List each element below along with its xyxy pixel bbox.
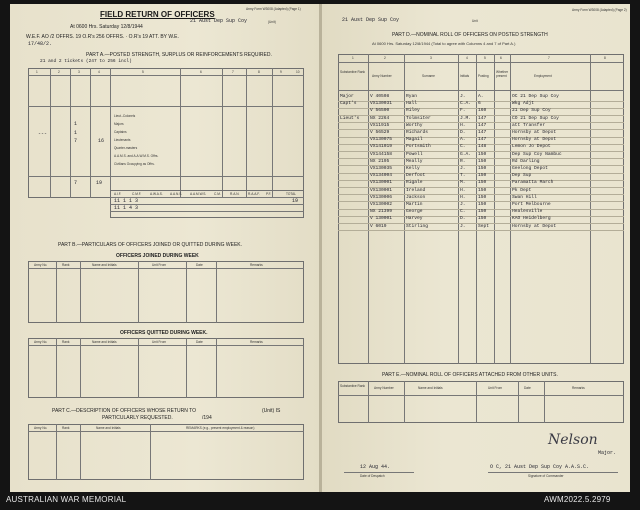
wef-sub: 17/48/2. (28, 41, 53, 47)
commander-line: O C, 21 Aust Dep Sup Coy A.A.S.C. (490, 464, 590, 470)
form-title: FIELD RETURN OF OFFICERS (100, 10, 215, 19)
row-surname: Ryan (406, 94, 418, 99)
row-surname: Martin (406, 202, 423, 207)
row-army-number: V 56529 (370, 130, 390, 135)
part-c-heading-2: PARTICULARLY REQUESTED. (102, 415, 173, 421)
row-army-number: VX130001 (370, 187, 393, 193)
joined-col-name: Name and Initials (92, 263, 117, 267)
joined-table (28, 261, 304, 323)
row-initials: J. (460, 94, 466, 99)
part-a-heading: PART A.—POSTED STRENGTH, SURPLUS OR REINFORCEMENTS REQUIRED. (86, 52, 272, 58)
row-army-number: NX 2195 (370, 158, 390, 164)
e-col-name: Name and Initials (418, 386, 443, 390)
despatch-label: Date of Despatch (360, 474, 385, 478)
col-5: 5 (142, 70, 144, 74)
row-surname: Tolmsiter (406, 115, 431, 121)
part-c-heading: PART C.—DESCRIPTION OF OFFICERS WHOSE RETURN TO (52, 408, 196, 414)
part-a-major: 1 (74, 121, 78, 127)
col-7: 7 (232, 70, 234, 74)
row-army-number: V 130001 (370, 216, 393, 222)
row-employment: CO 21 Dep Sup Coy (512, 115, 559, 121)
col-10: 10 (296, 70, 300, 74)
cat-cmf: C.M.F. (132, 192, 142, 196)
cat-pf: P.F. (266, 192, 272, 196)
part-a-total-b: 19 (96, 180, 103, 186)
part-c-unit: (Unit) IS (262, 408, 281, 414)
row-initials: J. (460, 166, 466, 171)
col-9: 9 (280, 70, 282, 74)
row-surname: Riley (406, 108, 420, 114)
c-col-army-no: Army No. (34, 426, 48, 430)
joined-col-unit: Unit From (152, 263, 166, 267)
row-initials: H. (460, 187, 466, 193)
d-head-posting: Posting (478, 74, 489, 78)
c-col-remarks: REMARKS (e.g., present employment & reason) (186, 426, 255, 430)
row-army-number: V 6019 (370, 223, 387, 229)
part-b-heading: PART B.—PARTICULARS OF OFFICERS JOINED OR QUITTED DURING WEEK. (58, 242, 243, 248)
col-1: 1 (36, 70, 38, 74)
row-rank: Major (340, 94, 354, 99)
row-army-number: VX130031 (370, 101, 393, 107)
row-employment: att Transfer (512, 122, 546, 128)
d-col-4: 4 (466, 56, 468, 60)
row-initials: J. (460, 202, 466, 207)
row-posting: 150 (478, 151, 487, 157)
d-head-surname: Surname (422, 74, 435, 78)
joined-col-rank: Rank (62, 263, 70, 267)
row-army-number: VX134004 (370, 173, 393, 179)
row-rank: Lieut's (340, 115, 360, 121)
cat-row-1: 11 1 1 3 (114, 198, 139, 204)
rank-qm: Quarter-masters (114, 146, 138, 150)
row-army-number: VX130002 (370, 202, 393, 207)
quitted-col-unit: Unit From (152, 340, 166, 344)
row-surname: Ireland (406, 187, 426, 193)
signature-rank: Major. (598, 450, 617, 456)
quitted-heading: OFFICERS QUITTED DURING WEEK. (120, 330, 208, 336)
joined-col-remarks: Remarks (250, 263, 263, 267)
d-col-6: 6 (500, 56, 502, 60)
row-army-number: NX 2264 (370, 115, 390, 121)
d-head-rank: Substantive Rank (340, 70, 365, 74)
part-a-col1-val: --- (38, 131, 48, 137)
part-c-table (28, 424, 304, 480)
row-posting: 150 (478, 166, 487, 171)
row-employment: Dep Sup (512, 173, 532, 179)
col-4: 4 (98, 70, 100, 74)
row-army-number: VX130001 (370, 180, 393, 186)
d-col-2: 2 (384, 56, 386, 60)
part-e-heading: PART E.—NOMINAL ROLL OF OFFICERS ATTACHED FROM OTHER UNITS. (382, 372, 558, 378)
e-col-remarks: Remarks (572, 386, 585, 390)
cat-row-2: 11 1 4 3 (114, 205, 139, 211)
row-initials: C.A. (460, 101, 472, 107)
row-surname: Meally (406, 158, 423, 164)
row-posting: 160 (478, 108, 487, 114)
at-line: At 0600 Hrs. Saturday 12/8/1944 (70, 24, 143, 30)
part-d-heading: PART D.—NOMINAL ROLL OF OFFICERS ON POSTED STRENGTH (392, 32, 548, 38)
row-posting: 147 (478, 130, 487, 135)
cat-aamws: A.A.M.W.S. (190, 192, 207, 196)
row-initials: J.M. (460, 115, 472, 121)
left-page (10, 4, 320, 492)
row-surname: Worthy (406, 122, 423, 128)
row-army-number: VX144158 (370, 151, 393, 157)
row-initials: C. (460, 144, 466, 150)
rank-civ: Civilians Occupying as Offrs. (114, 162, 155, 166)
row-army-number: NX 21399 (370, 209, 393, 215)
row-surname: Portsmith (406, 144, 431, 150)
part-c-date: /194 (202, 415, 212, 421)
row-initials: T. (460, 173, 466, 179)
wef-line: W.E.F. AO /2 OFFRS. 19 O.R's 256 OFFRS. · O.R's 19 ATT. BY W.E. (26, 34, 179, 40)
row-initials: H. (460, 194, 466, 200)
row-posting: A. (478, 94, 484, 99)
row-posting: 147 (478, 115, 487, 121)
row-surname: Derfoot (406, 173, 426, 179)
unit-label-2: Unit (472, 19, 478, 23)
right-page (322, 4, 630, 492)
row-posting: 150 (478, 187, 487, 193)
cat-awas: A.W.A.S. (150, 192, 163, 196)
col-6: 6 (200, 70, 202, 74)
row-posting: 150 (478, 173, 487, 179)
col-8: 8 (258, 70, 260, 74)
cat-raaf: R.A.A.F. (248, 192, 260, 196)
row-employment: Lemon Jo Depot (512, 144, 551, 150)
col-2: 2 (58, 70, 60, 74)
joined-heading: OFFICERS JOINED DURING WEEK (116, 253, 199, 259)
row-employment: Port Melbourne (512, 202, 551, 207)
c-col-rank: Rank (62, 426, 70, 430)
despatch-date: 12 Aug 44. (360, 464, 391, 470)
rank-ltcol: Lieut.-Colonels (114, 114, 136, 118)
d-col-1: 1 (352, 56, 354, 60)
row-surname: Harvey (406, 216, 423, 222)
cat-cm: C.M. (214, 192, 221, 196)
quitted-col-date: Date (196, 340, 203, 344)
col-3: 3 (78, 70, 80, 74)
row-surname: Rigale (406, 180, 423, 186)
row-army-number: VX130035 (370, 166, 393, 171)
row-initials: C. (460, 209, 466, 215)
joined-col-date: Date (196, 263, 203, 267)
d-head-number: Army Number (372, 74, 392, 78)
row-initials: G.A. (460, 151, 472, 157)
row-surname: Magail (406, 137, 423, 143)
c-col-name: Name and Initials (96, 426, 121, 430)
row-employment: Dep Sup Coy Nambuc (512, 151, 562, 157)
rank-aams: A.A.M.S. and A.A.W.M.S. Offrs. (114, 154, 159, 158)
row-surname: Richards (406, 130, 429, 135)
signature-label: Signature of Commander (528, 474, 564, 478)
row-employment: KAO Heidelberg (512, 216, 551, 222)
row-employment: Swan Hill (512, 194, 537, 200)
row-posting: 150 (478, 180, 487, 186)
row-surname: Stirling (406, 223, 429, 229)
unit-label: (Unit) (268, 20, 276, 24)
row-employment: Wkg Adjt (512, 101, 535, 107)
d-col-8: 8 (604, 56, 606, 60)
row-employment: Healesville (512, 209, 543, 215)
period-note: 21 and 2 tickets (247 to 256 incl) (40, 59, 132, 64)
document-spread (10, 4, 630, 492)
row-posting: 148 (478, 144, 487, 150)
quitted-col-army-no: Army No. (34, 340, 48, 344)
row-employment: Hornsby at Depot (512, 137, 557, 143)
row-initials: H. (460, 122, 466, 128)
row-employment: Pk Dept (512, 187, 532, 193)
cat-aans: A.A.N.S. (170, 192, 183, 196)
row-employment: Rd Darling (512, 158, 540, 164)
e-col-unit: Unit From (488, 386, 502, 390)
row-surname: Hall (406, 101, 418, 107)
form-reference: Army Form W3008 (Adapted) (Page 1) (246, 7, 301, 11)
part-d-at-line: At 0600 Hrs. Saturday 12/8/1944 (Total to agree with Columns 4 and 7 of Part A.) (372, 41, 516, 46)
e-col-rank: Substantive Rank (340, 384, 365, 388)
row-posting: 150 (478, 158, 487, 164)
part-a-lt: 7 (74, 138, 78, 144)
quitted-col-rank: Rank (62, 340, 70, 344)
row-posting: 147 (478, 137, 487, 143)
row-army-number: V 56500 (370, 108, 390, 114)
row-posting: Sept (478, 223, 490, 229)
quitted-table (28, 338, 304, 398)
rank-capt: Captains (114, 130, 127, 134)
cat-aif: A.I.F. (114, 192, 122, 196)
row-army-number: VX130006 (370, 194, 393, 200)
quitted-col-name: Name and Initials (92, 340, 117, 344)
d-col-3: 3 (430, 56, 432, 60)
part-a-lt-b: 16 (98, 138, 105, 144)
row-initials: M. (460, 180, 466, 186)
row-surname: George (406, 209, 423, 215)
row-posting: 6 (478, 101, 481, 107)
d-col-5: 5 (484, 56, 486, 60)
row-rule (338, 230, 624, 231)
cat-total-val: 19 (292, 198, 299, 204)
archive-reference: AWM2022.5.2979 (544, 495, 611, 504)
joined-col-army-no: Army No. (34, 263, 48, 267)
cat-total: TOTAL (286, 192, 296, 196)
e-col-date: Date (524, 386, 531, 390)
row-employment: Hornsby at Depot (512, 223, 557, 229)
row-rank: Capt's (340, 101, 357, 107)
row-employment: Hornsby at Depot (512, 130, 557, 135)
rank-lt: Lieutenants (114, 138, 131, 142)
commander-signature: Nelson (548, 432, 598, 448)
row-employment: 21 Dep Sup Coy (512, 108, 551, 114)
row-army-number: VX130075 (370, 137, 393, 143)
rank-major: Majors (114, 122, 124, 126)
row-initials: F. (460, 108, 466, 114)
row-employment: Paramatta March (512, 180, 554, 186)
row-surname: Jackson (406, 194, 426, 200)
row-posting: 150 (478, 209, 487, 215)
row-army-number: V 40508 (370, 94, 390, 99)
row-surname: Powell (406, 151, 423, 157)
part-a-total-a: 7 (74, 180, 78, 186)
row-surname: Kelly (406, 166, 420, 171)
d-head-present: Whether present (496, 70, 509, 78)
archive-credit: AUSTRALIAN WAR MEMORIAL (6, 495, 127, 504)
row-initials: R. (460, 158, 466, 164)
e-col-army-no: Army Number (374, 386, 394, 390)
quitted-col-remarks: Remarks (250, 340, 263, 344)
unit-value-2: 21 Aust Dep Sup Coy (342, 17, 400, 23)
cat-ran: R.A.N. (230, 192, 240, 196)
row-army-number: VX11915 (370, 122, 390, 128)
d-head-initials: Initials (460, 74, 470, 78)
part-a-capt: 1 (74, 130, 78, 136)
row-army-number: VX141019 (370, 144, 393, 150)
d-col-7: 7 (548, 56, 550, 60)
row-posting: 150 (478, 202, 487, 207)
unit-value: 21 Aust Dep Sup Coy (190, 18, 248, 24)
row-employment: Geelong Depot (512, 166, 548, 171)
row-employment: OC 21 Dep Sup Coy (512, 94, 559, 99)
row-posting: 150 (478, 216, 487, 222)
d-head-employment: Employment (534, 74, 552, 78)
row-initials: J. (460, 223, 466, 229)
form-reference-2: Army Form W3008 (Adapted) (Page 2) (572, 8, 627, 12)
row-initials: D. (460, 130, 466, 135)
row-initials: A. (460, 137, 466, 143)
row-posting: 147 (478, 122, 487, 128)
row-initials: D. (460, 216, 466, 222)
row-posting: 150 (478, 194, 487, 200)
